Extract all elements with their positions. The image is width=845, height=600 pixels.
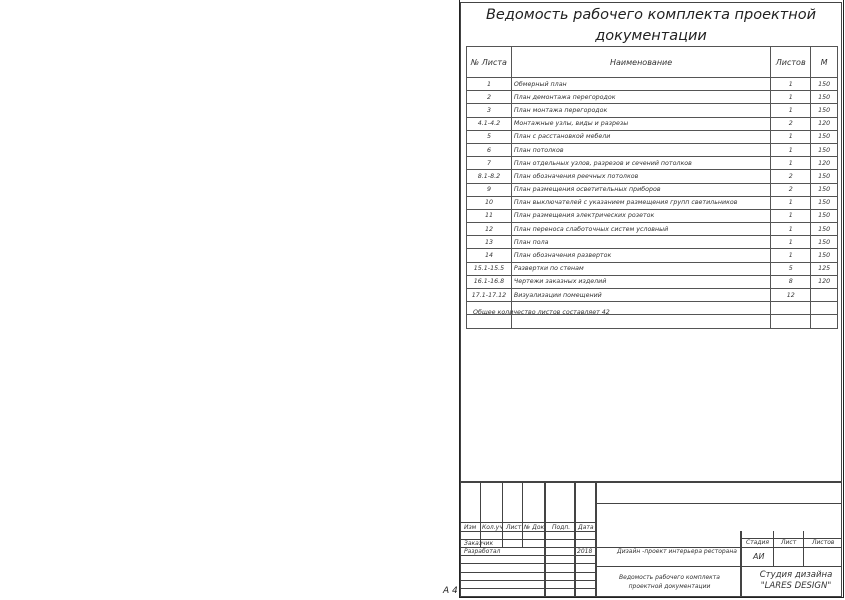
row-sheets: 1 [771,209,811,222]
row-sheet-number: 16.1-16.8 [467,275,512,288]
row-scale: 150 [811,183,838,196]
table-row [467,249,838,262]
table-row [467,157,838,170]
row-name: Визуализации помещений [511,289,770,302]
stamp-year: 2018 [577,548,593,555]
table-row [467,183,838,196]
table-row [467,143,838,156]
row-sheets: 12 [771,289,811,302]
stamp-studio [752,570,840,592]
total-sheets-note: Общее количество листов составляет 42 [473,309,610,316]
row-name: Монтажные узлы, виды и разрезы [511,117,770,130]
row-sheet-number: 8.1-8.2 [467,170,512,183]
row-sheets: 5 [771,262,811,275]
table-row [467,275,838,288]
row-scale: 150 [811,104,838,117]
studio-line-1: Студия дизайна [759,570,833,580]
row-sheets: 2 [771,170,811,183]
row-sheet-number: 12 [467,223,512,236]
row-name: Обмерный план [511,78,770,91]
row-name: Развертки по стенам [511,262,770,275]
stamp-customer: Заказчик [464,540,494,547]
row-scale [811,315,838,328]
row-sheet-number: 9 [467,183,512,196]
stamp-doc-number: № Док [524,524,545,531]
row-sheets: 1 [771,91,811,104]
row-sheets: 1 [771,249,811,262]
table-row [467,236,838,249]
sheet-list-table [466,46,838,329]
row-sheet-number: 10 [467,196,512,209]
row-sheet-number: 2 [467,91,512,104]
row-sheet-number: 15.1-15.5 [467,262,512,275]
table-row [467,104,838,117]
row-scale: 120 [811,157,838,170]
row-sheet-number: 3 [467,104,512,117]
row-scale: 150 [811,78,838,91]
row-scale: 150 [811,91,838,104]
row-name: План переноса слаботочных систем условный [511,223,770,236]
stamp-date: Дата [578,524,594,531]
row-name: План размещения электрических розеток [511,209,770,222]
stamp-document-name: Ведомость рабочего комплекта проектной документации [619,574,720,590]
row-sheet-number: 1 [467,78,512,91]
row-scale: 150 [811,249,838,262]
row-name: План потолков [511,143,770,156]
row-scale: 120 [811,275,838,288]
row-scale: 150 [811,130,838,143]
document-title [466,5,836,47]
row-name: План с расстановкой мебели [511,130,770,143]
stamp-stage-label: Стадия [746,539,770,546]
row-scale: 150 [811,223,838,236]
table-row [467,170,838,183]
stamp-project-name: Дизайн -проект интерьера ресторана [617,548,737,555]
row-sheets: 8 [771,275,811,288]
row-sheets: 1 [771,143,811,156]
row-scale: 150 [811,209,838,222]
stamp-stage-value: АИ [753,552,765,561]
row-name: План монтажа перегородок [511,104,770,117]
table-row [467,117,838,130]
row-sheets: 1 [771,104,811,117]
table-row [467,196,838,209]
row-name: План демонтажа перегородок [511,91,770,104]
row-scale [811,289,838,302]
stamp-signature: Подп. [552,524,571,531]
table-row [467,78,838,91]
title-line-2: документации [595,28,707,44]
format-label: А 4 [443,586,458,596]
row-sheets [771,315,811,328]
table-row [467,315,838,328]
row-name: План пола [511,236,770,249]
row-scale: 120 [811,117,838,130]
table-row [467,130,838,143]
row-name: План выключателей с указанием размещения групп светильников [511,196,770,209]
table-row [467,209,838,222]
row-sheet-number: 6 [467,143,512,156]
row-scale: 125 [811,262,838,275]
header-sheet-number: № Листа [467,47,512,78]
row-scale: 150 [811,196,838,209]
row-scale: 150 [811,143,838,156]
stamp-sheet-label: Лист [781,539,797,546]
row-sheets: 1 [771,236,811,249]
row-scale [811,302,838,315]
row-sheet-number: 5 [467,130,512,143]
row-sheets: 1 [771,157,811,170]
row-sheet-number: 7 [467,157,512,170]
row-sheet-number: 4.1-4.2 [467,117,512,130]
row-sheets: 1 [771,78,811,91]
row-sheets [771,302,811,315]
row-sheet-number: 14 [467,249,512,262]
stamp-list: Лист [506,524,522,531]
row-name: Чертежи заказных изделий [511,275,770,288]
row-sheet-number: 13 [467,236,512,249]
title-line-1: Ведомость рабочего комплекта проектной [485,7,817,23]
row-sheet-number [467,315,512,328]
row-sheet-number: 11 [467,209,512,222]
row-name: План отдельных узлов, разрезов и сечений потолков [511,157,770,170]
table-row [467,289,838,302]
row-scale: 150 [811,170,838,183]
stamp-developed-by: Разработал [464,548,501,555]
table-header-row [467,47,838,78]
table-row [467,223,838,236]
title-block [460,481,842,597]
stamp-kol-uch: Кол.уч [482,524,503,531]
row-name: План размещения осветительных приборов [511,183,770,196]
table-row [467,91,838,104]
row-name [511,315,770,328]
row-sheets: 1 [771,196,811,209]
studio-line-2: "LARES DESIGN" [760,581,832,591]
header-sheets: Листов [771,47,811,78]
row-name: План обозначения реечных потолков [511,170,770,183]
row-sheets: 2 [771,117,811,130]
row-name: План обозначения разверток [511,249,770,262]
stamp-sheets-label: Листов [812,539,835,546]
table-row [467,262,838,275]
row-scale: 150 [811,236,838,249]
header-scale: М [811,47,838,78]
header-name: Наименование [511,47,770,78]
row-sheets: 1 [771,130,811,143]
row-sheets: 1 [771,223,811,236]
row-sheets: 2 [771,183,811,196]
row-sheet-number: 17.1-17.12 [467,289,512,302]
stamp-izm: Изм [464,524,477,531]
